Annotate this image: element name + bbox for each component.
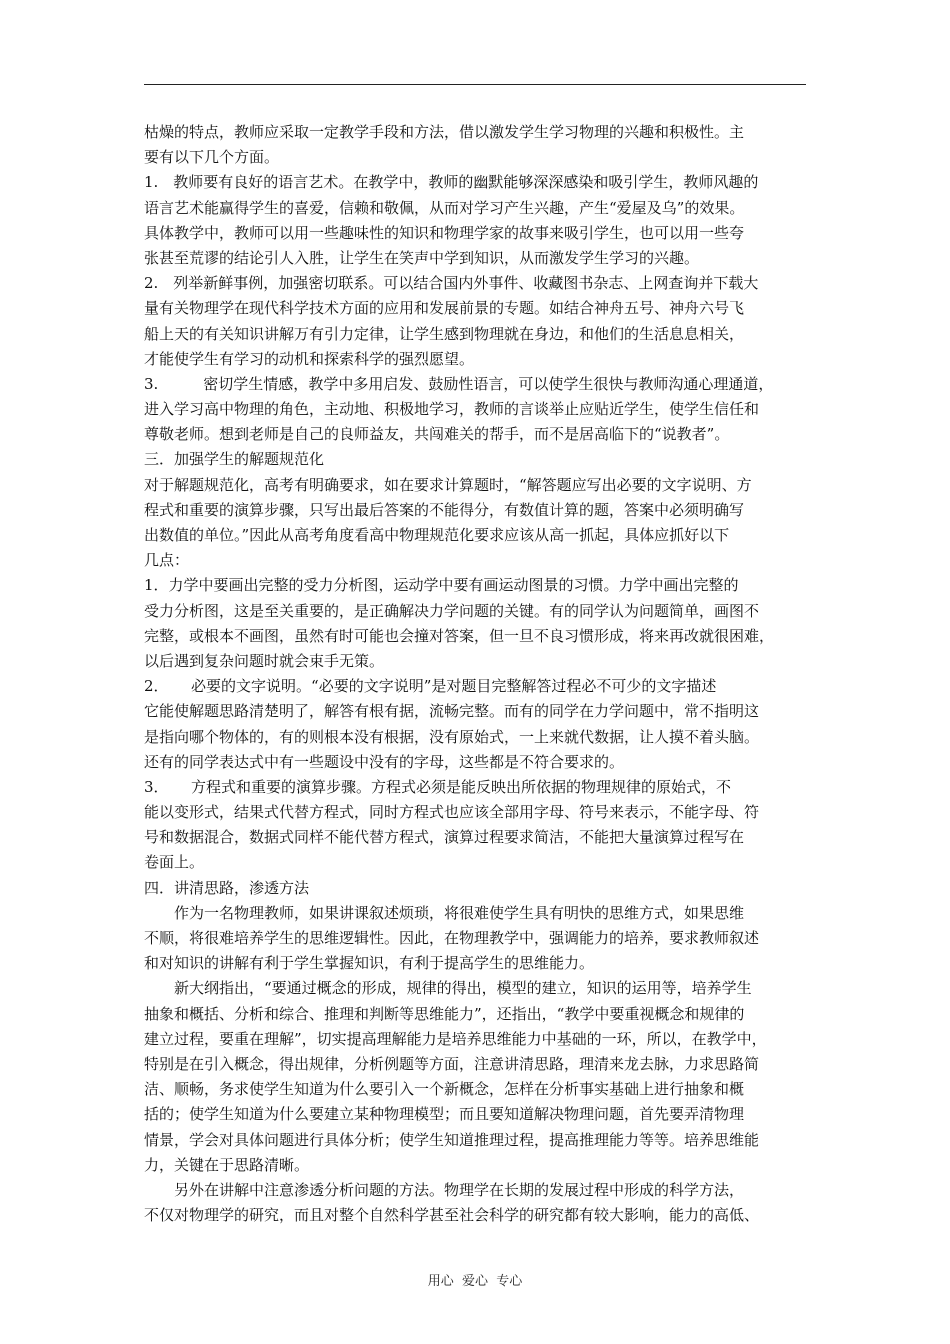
text-line: 才能使学生有学习的动机和探索科学的强烈愿望。 [144,349,475,368]
text-line: 卷面上。 [144,853,205,872]
text-line: 具体教学中，教师可以用一些趣味性的知识和物理学家的故事来吸引学生，也可以用一些夸 [144,223,745,242]
text-line: 枯燥的特点，教师应采取一定教学手段和方法，借以激发学生学习物理的兴趣和积极性。主 [144,123,745,141]
text-line: 3. 密切学生情感，教学中多用启发、鼓励性语言，可以使学生很快与教师沟通心理通道， [144,374,774,393]
text-line: 受力分析图，这是至关重要的，是正确解决力学问题的关键。有的同学认为问题简单，画图不 [144,601,760,620]
text-line: 特别是在引入概念，得出规律，分析例题等方面，注意讲清思路，理清来龙去脉，力求思路简 [144,1054,760,1073]
text-line: 抽象和概括、分析和综合、推理和判断等思维能力”，还指出，“教学中要重视概念和规律的 [144,1004,745,1023]
text-line: 2． 必要的文字说明。“必要的文字说明”是对题目完整解答过程必不可少的文字描述 [144,677,717,696]
text-line: 作为一名物理教师，如果讲课叙述烦琐，将很难使学生具有明快的思维方式，如果思维 [144,903,745,922]
page-footer: 用心 爱心 专心 [427,1274,523,1289]
text-line: 进入学习高中物理的角色，主动地、积极地学习，教师的言谈举止应贴近学生，使学生信任和 [144,400,760,419]
text-line: 语言艺术能赢得学生的喜爱，信赖和敬佩，从而对学习产生兴趣，产生“爱屋及乌”的效果。 [144,198,745,217]
text-line: 1．力学中要画出完整的受力分析图，运动学中要有画运动图景的习惯。力学中画出完整的 [144,576,739,595]
text-line: 四．讲清思路，渗透方法 [144,878,310,897]
text-line: 对于解题规范化，高考有明确要求，如在要求计算题时，“解答题应写出必要的文字说明、方 [144,475,752,494]
text-line: 还有的同学表达式中有一些题设中没有的字母，这些都是不符合要求的。 [144,752,625,771]
document-body [144,120,812,1228]
text-line: 几点： [144,551,190,570]
text-line: 量有关物理学在现代科学技术方面的应用和发展前景的专题。如结合神舟五号、神舟六号飞 [144,299,745,318]
text-line: 3． 方程式和重要的演算步骤。方程式必须是能反映出所依据的物理规律的原始式，不 [144,777,732,796]
text-line: 要有以下几个方面。 [144,148,280,167]
text-line: 2. 列举新鲜事例，加强密切联系。可以结合国内外事件、收藏图书杂志、上网查询并下载大 [144,274,759,293]
text-line: 洁、顺畅，务求使学生知道为什么要引入一个新概念，怎样在分析事实基础上进行抽象和概 [144,1080,745,1099]
text-line: 出数值的单位。”因此从高考角度看高中物理规范化要求应该从高一抓起，具体应抓好以下 [144,526,730,544]
text-line: 船上天的有关知识讲解万有引力定律，让学生感到物理就在身边，和他们的生活息息相关， [144,324,745,343]
text-line: 括的；使学生知道为什么要建立某种物理模型；而且要知道解决物理问题，首先要弄清物理 [144,1105,745,1124]
text-line: 以后遇到复杂问题时就会束手无策。 [144,651,385,670]
text-line: 另外在讲解中注意渗透分析问题的方法。物理学在长期的发展过程中形成的科学方法， [144,1180,745,1199]
text-line: 完整，或根本不画图，虽然有时可能也会撞对答案，但一旦不良习惯形成，将来再改就很困难， [144,626,775,645]
header-rule [144,84,806,85]
text-line: 号和数据混合，数据式同样不能代替方程式，演算过程要求简洁，不能把大量演算过程写在 [144,828,745,847]
text-line: 三．加强学生的解题规范化 [144,450,325,469]
text-line: 尊敬老师。想到老师是自己的良师益友，共闯难关的帮手，而不是居高临下的“说教者”。 [144,425,730,444]
text-line: 建立过程，要重在理解”，切实提高理解能力是培养思维能力中基础的一环，所以，在教学中， [144,1029,767,1048]
text-line: 是指向哪个物体的，有的则根本没有根据，没有原始式，一上来就代数据，让人摸不着头脑。 [144,727,760,746]
text-line: 1. 教师要有良好的语言艺术。在教学中，教师的幽默能够深深感染和吸引学生，教师风趣的 [144,173,759,192]
text-line: 程式和重要的演算步骤，只写出最后答案的不能得分，有数值计算的题，答案中必须明确写 [144,500,745,519]
text-line: 不顺，将很难培养学生的思维逻辑性。因此，在物理教学中，强调能力的培养，要求教师叙述 [144,929,760,947]
text-line: 它能使解题思路清楚明了，解答有根有据，流畅完整。而有的同学在力学问题中，常不指明这 [144,702,760,721]
text-line: 力，关键在于思路清晰。 [144,1155,310,1174]
text-line: 情景，学会对具体问题进行具体分析；使学生知道推理过程，提高推理能力等等。培养思维能 [144,1130,760,1149]
text-line: 新大纲指出，“要通过概念的形成，规律的得出，模型的建立，知识的运用等，培养学生 [144,979,752,998]
text-line: 张甚至荒谬的结论引人入胜，让学生在笑声中学到知识，从而激发学生学习的兴趣。 [144,248,700,267]
text-line: 不仅对物理学的研究，而且对整个自然科学甚至社会科学的研究都有较大影响，能力的高低、 [144,1206,760,1225]
text-line: 和对知识的讲解有利于学生掌握知识，有利于提高学生的思维能力。 [144,954,595,973]
text-line: 能以变形式，结果式代替方程式，同时方程式也应该全部用字母、符号来表示，不能字母、符 [144,803,760,822]
